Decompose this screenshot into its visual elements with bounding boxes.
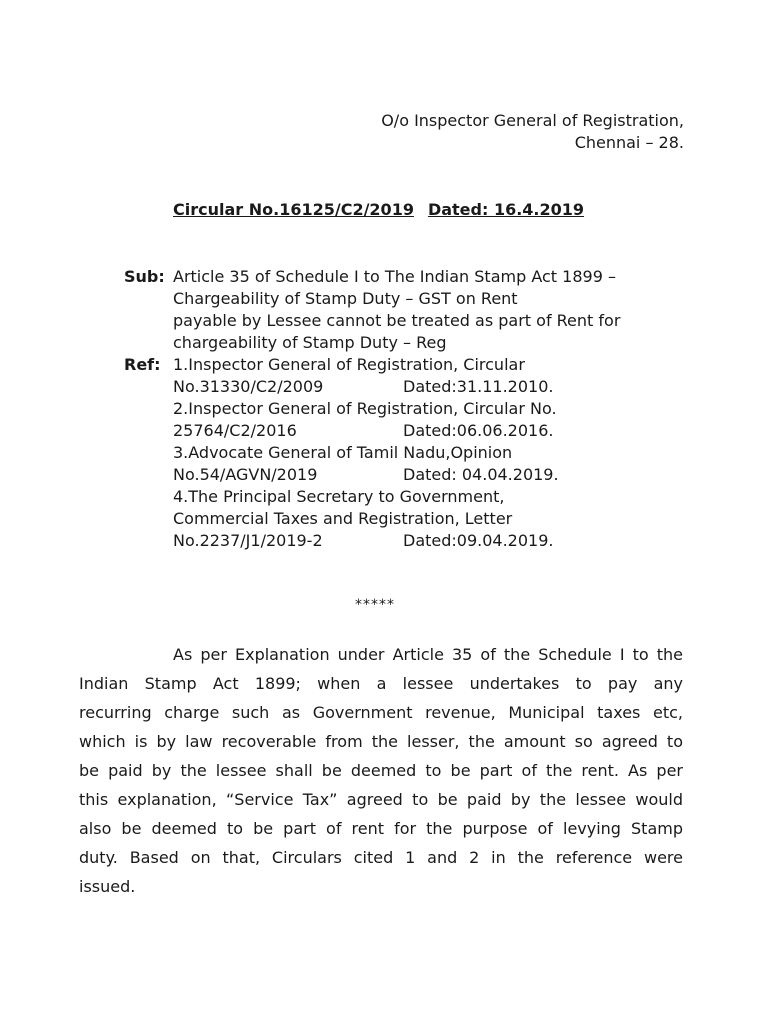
- reference-item-4-title: 4.The Principal Secretary to Government,: [173, 487, 505, 506]
- subject-line: chargeability of Stamp Duty – Reg: [173, 333, 447, 352]
- paragraph-line: be paid by the lessee shall be deemed to be part of the rent. As per: [79, 761, 683, 780]
- reference-item-1-title: 1.Inspector General of Registration, Circular: [173, 355, 525, 374]
- circular-date: Dated: 16.4.2019: [427, 200, 585, 219]
- circular-heading: [173, 200, 598, 219]
- paragraph-line: which is by law recoverable from the lesser, the amount so agreed to: [79, 732, 683, 751]
- subject-line: payable by Lessee cannot be treated as part of Rent for: [173, 311, 621, 330]
- circular-number: Circular No.16125/C2/2019: [173, 200, 414, 219]
- section-separator: *****: [355, 597, 395, 613]
- paragraph-line: also be deemed to be part of rent for the purpose of levying Stamp: [79, 819, 683, 838]
- reference-date: Dated:09.04.2019.: [403, 531, 554, 550]
- office-line-1: O/o Inspector General of Registration,: [381, 111, 684, 130]
- reference-date: Dated:06.06.2016.: [403, 421, 554, 440]
- paragraph-line: duty. Based on that, Circulars cited 1 and 2 in the reference were: [79, 848, 683, 867]
- reference-item-4-meta: [173, 530, 693, 552]
- reference-item-4-title-2: Commercial Taxes and Registration, Letter: [173, 509, 513, 528]
- reference-number: 25764/C2/2016: [173, 421, 297, 440]
- reference-label: Ref:: [124, 355, 161, 374]
- reference-number: No.31330/C2/2009: [173, 377, 324, 396]
- paragraph-line: issued.: [79, 877, 136, 896]
- subject-label: Sub:: [124, 267, 165, 286]
- subject-line: Article 35 of Schedule I to The Indian Stamp Act 1899 –: [173, 267, 616, 286]
- paragraph-line: this explanation, “Service Tax” agreed to be paid by the lessee would: [79, 790, 683, 809]
- office-address: [381, 110, 684, 154]
- reference-item-1-meta: [173, 376, 693, 398]
- reference-item-2-title: 2.Inspector General of Registration, Circular No.: [173, 399, 557, 418]
- reference-date: Dated:31.11.2010.: [403, 377, 554, 396]
- paragraph-line: recurring charge such as Government revenue, Municipal taxes etc,: [79, 703, 683, 722]
- reference-number: No.54/AGVN/2019: [173, 465, 318, 484]
- reference-item-3-title: 3.Advocate General of Tamil Nadu,Opinion: [173, 443, 513, 462]
- reference-number: No.2237/J1/2019-2: [173, 531, 323, 550]
- paragraph-line: Indian Stamp Act 1899; when a lessee undertakes to pay any: [79, 674, 683, 693]
- subject-line: Chargeability of Stamp Duty – GST on Rent: [173, 289, 518, 308]
- paragraph-line: As per Explanation under Article 35 of the Schedule I to the: [173, 645, 683, 664]
- office-line-2: Chennai – 28.: [574, 133, 684, 152]
- reference-item-2-meta: [173, 420, 693, 442]
- reference-item-3-meta: [173, 464, 693, 486]
- body-paragraph: [79, 640, 683, 901]
- reference-date: Dated: 04.04.2019.: [403, 465, 559, 484]
